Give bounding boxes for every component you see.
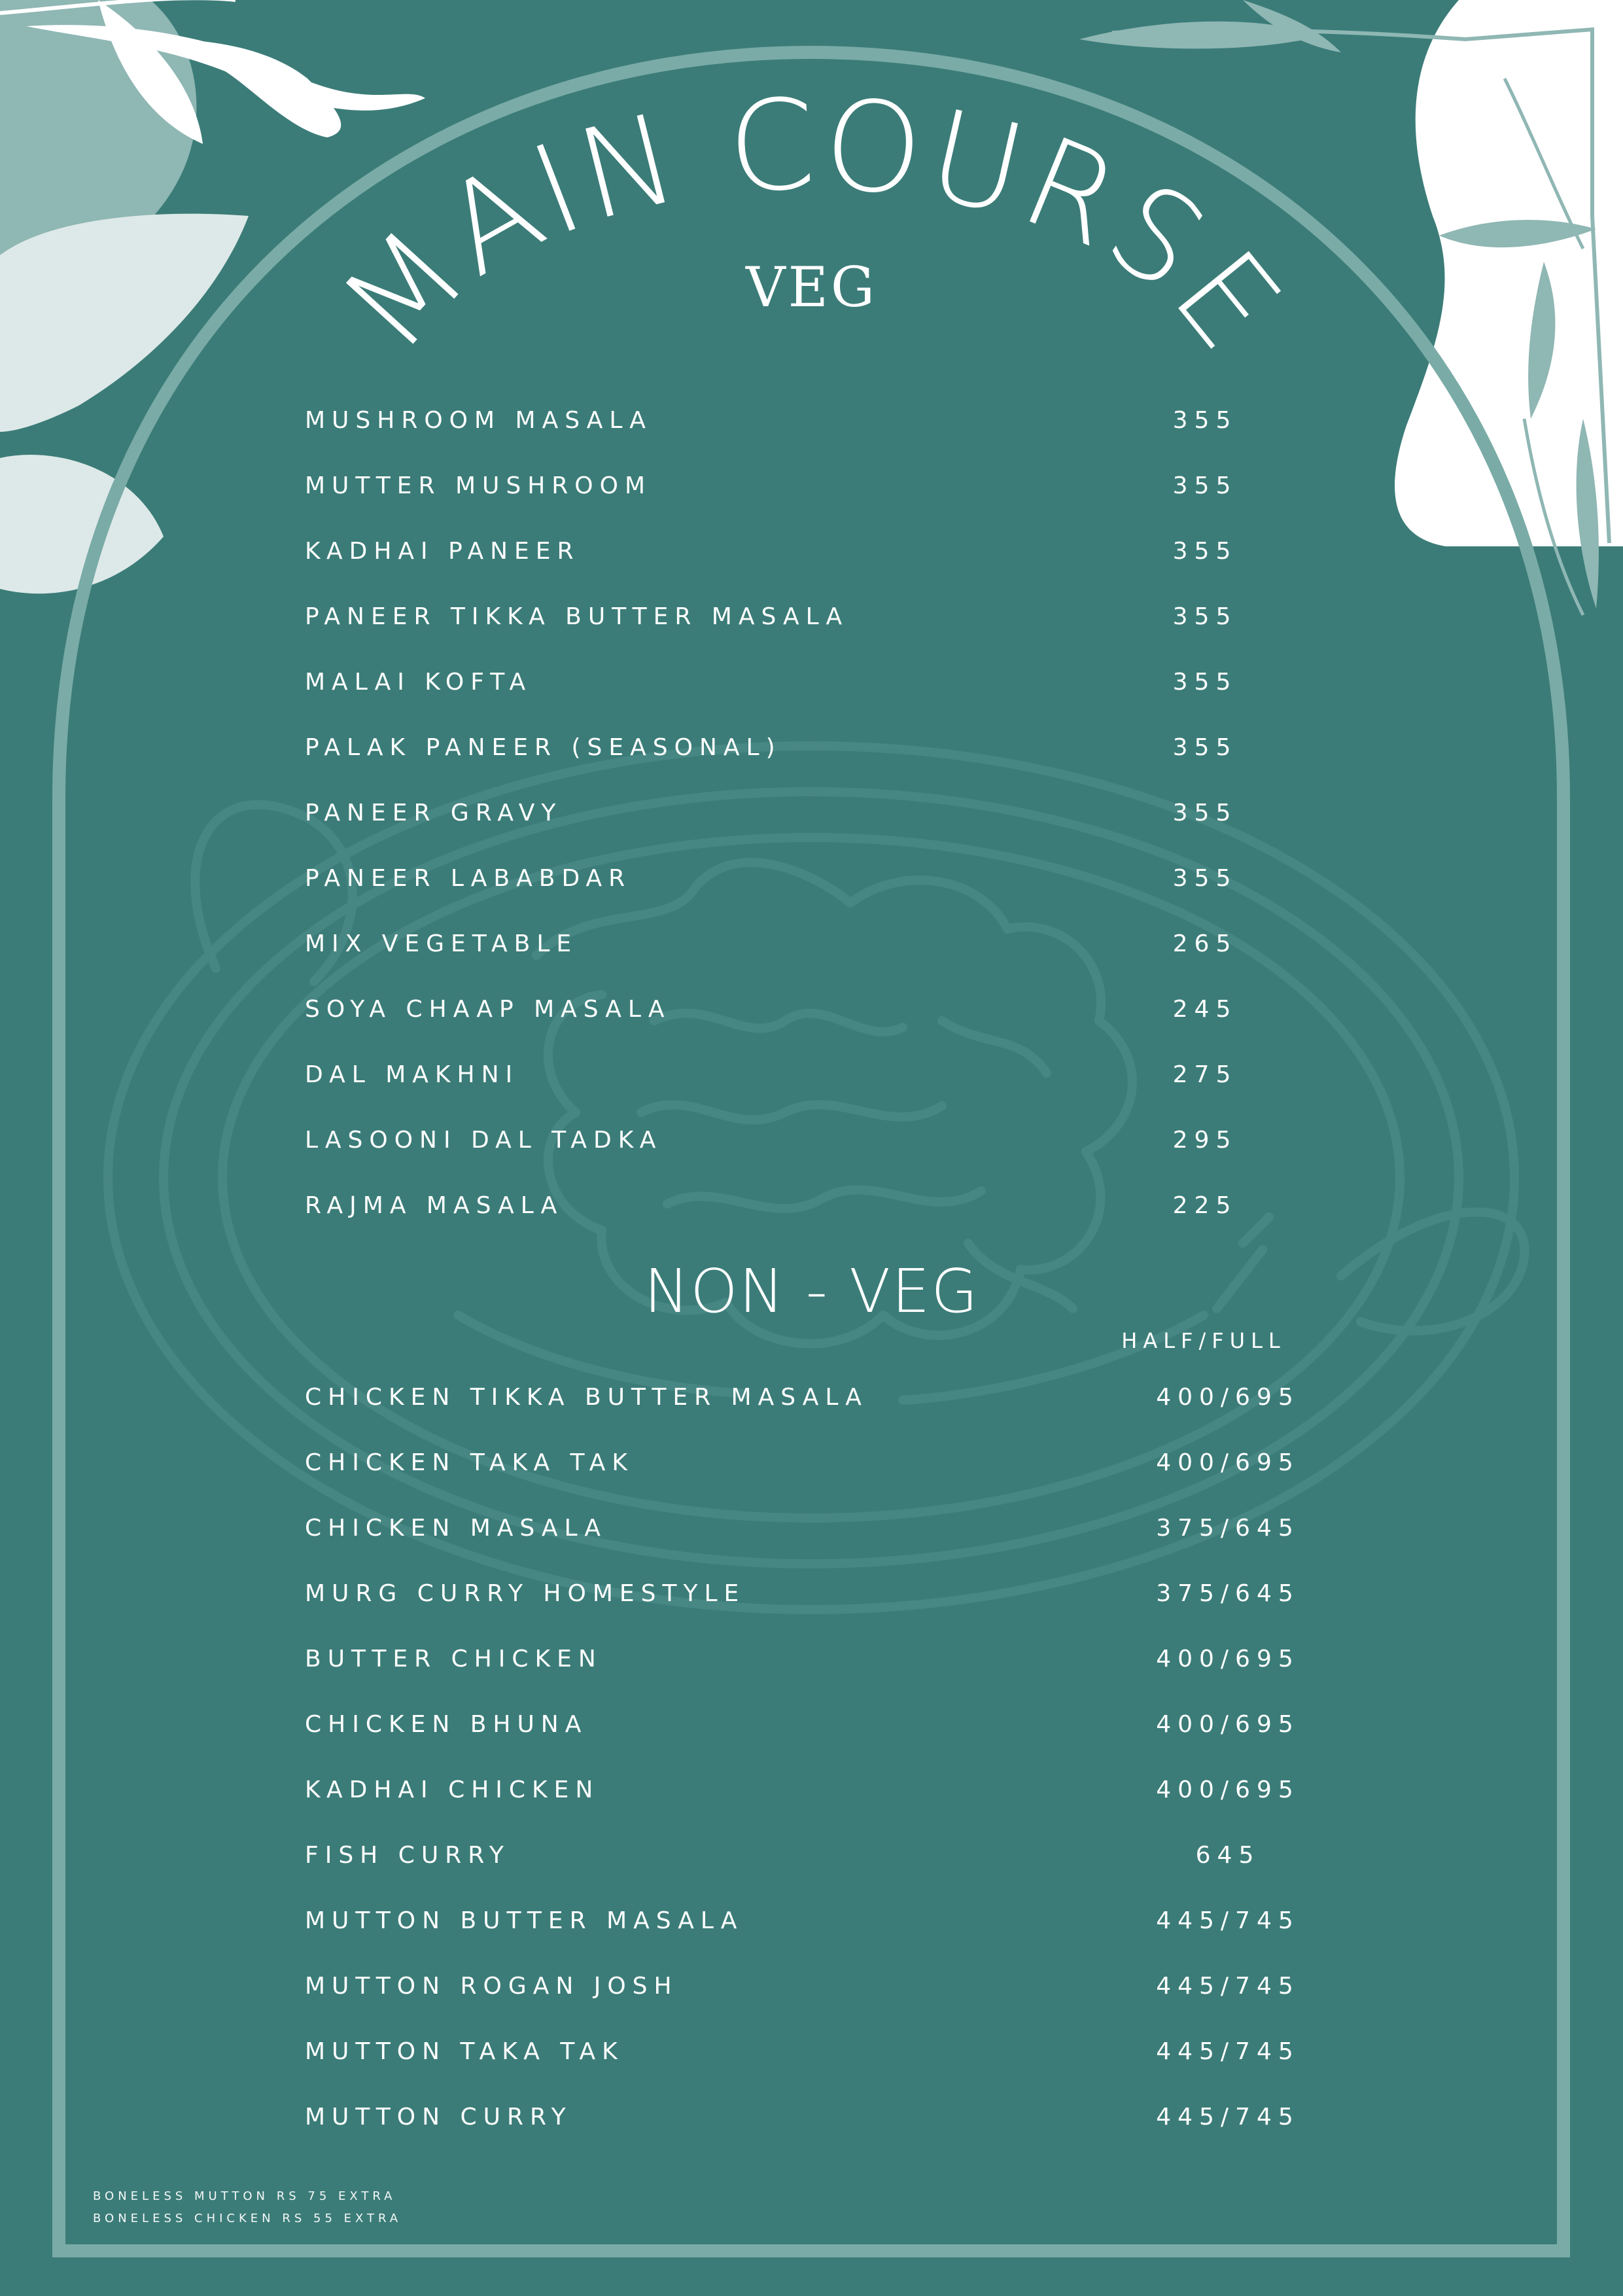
menu-item-price: 400/695 [1156, 1646, 1300, 1672]
menu-item-name: MALAI KOFTA [305, 669, 532, 696]
veg-section-title: VEG [745, 255, 878, 319]
menu-item-price: 265 [1172, 930, 1238, 957]
menu-item-price: 355 [1172, 603, 1238, 630]
menu-item-row [0, 1776, 1623, 1816]
menu-item-name: KADHAI CHICKEN [305, 1776, 600, 1803]
menu-item-price: 225 [1172, 1192, 1238, 1219]
menu-item-price: 645 [1195, 1842, 1261, 1869]
menu-item-name: FISH CURRY [305, 1842, 510, 1869]
menu-item-name: MUTTER MUSHROOM [305, 472, 652, 499]
menu-item-price: 375/645 [1156, 1580, 1300, 1607]
menu-item-row [0, 538, 1623, 577]
menu-item-price: 275 [1172, 1061, 1238, 1088]
menu-item-name: SOYA CHAAP MASALA [305, 996, 671, 1023]
menu-item-price: 355 [1172, 734, 1238, 761]
menu-item-name: LASOONI DAL TADKA [305, 1127, 663, 1154]
menu-item-row [0, 1515, 1623, 1554]
menu-item-price: 295 [1172, 1127, 1238, 1154]
menu-item-row [0, 930, 1623, 970]
menu-item-row [0, 865, 1623, 904]
footnote: BONELESS MUTTON RS 75 EXTRA [93, 2189, 396, 2203]
menu-item-price: 445/745 [1156, 1907, 1300, 1934]
menu-item-name: CHICKEN BHUNA [305, 1711, 588, 1738]
menu-item-row [0, 1711, 1623, 1750]
menu-item-row [0, 603, 1623, 643]
menu-item-price: 355 [1172, 800, 1238, 826]
menu-item-name: MUTTON TAKA TAK [305, 2038, 624, 2065]
menu-item-name: MIX VEGETABLE [305, 930, 578, 957]
footnotes [93, 2185, 402, 2230]
menu-item-name: PALAK PANEER (SEASONAL) [305, 734, 782, 761]
menu-item-row [0, 1907, 1623, 1947]
menu-item-price: 400/695 [1156, 1449, 1300, 1476]
menu-item-price: 445/745 [1156, 2104, 1300, 2130]
menu-item-price: 400/695 [1156, 1384, 1300, 1411]
menu-item-row [0, 2038, 1623, 2077]
menu-item-price: 245 [1172, 996, 1238, 1023]
menu-item-price: 355 [1172, 472, 1238, 499]
menu-item-row [0, 1384, 1623, 1423]
menu-item-name: MUTTON CURRY [305, 2104, 572, 2130]
menu-item-name: CHICKEN TIKKA BUTTER MASALA [305, 1384, 868, 1411]
menu-item-name: PANEER TIKKA BUTTER MASALA [305, 603, 849, 630]
menu-item-name: MUSHROOM MASALA [305, 407, 652, 434]
menu-item-row [0, 800, 1623, 839]
menu-item-price: 355 [1172, 669, 1238, 696]
menu-item-name: MUTTON BUTTER MASALA [305, 1907, 744, 1934]
menu-item-name: PANEER GRAVY [305, 800, 563, 826]
menu-item-price: 355 [1172, 538, 1238, 565]
nonveg-section-title: NON - VEG [644, 1256, 979, 1326]
menu-item-price: 375/645 [1156, 1515, 1300, 1542]
menu-item-name: BUTTER CHICKEN [305, 1646, 602, 1672]
menu-item-name: MURG CURRY HOMESTYLE [305, 1580, 746, 1607]
menu-item-row [0, 1973, 1623, 2012]
menu-item-row [0, 1580, 1623, 1619]
menu-item-price: 400/695 [1156, 1776, 1300, 1803]
menu-item-row [0, 1061, 1623, 1101]
menu-item-price: 445/745 [1156, 2038, 1300, 2065]
half-full-column-label: HALF/FULL [1121, 1328, 1286, 1353]
menu-item-row [0, 734, 1623, 773]
menu-item-name: PANEER LABABDAR [305, 865, 632, 892]
menu-item-row [0, 1127, 1623, 1166]
menu-item-row [0, 407, 1623, 446]
menu-item-row [0, 472, 1623, 512]
menu-item-name: CHICKEN TAKA TAK [305, 1449, 634, 1476]
menu-item-price: 355 [1172, 407, 1238, 434]
menu-item-price: 400/695 [1156, 1711, 1300, 1738]
menu-item-price: 355 [1172, 865, 1238, 892]
menu-item-name: CHICKEN MASALA [305, 1515, 608, 1542]
menu-item-name: RAJMA MASALA [305, 1192, 564, 1219]
menu-item-row [0, 669, 1623, 708]
footnote: BONELESS CHICKEN RS 55 EXTRA [93, 2212, 402, 2225]
menu-item-name: DAL MAKHNI [305, 1061, 519, 1088]
menu-item-row [0, 996, 1623, 1035]
menu-item-name: MUTTON ROGAN JOSH [305, 1973, 678, 2000]
menu-item-row [0, 1192, 1623, 1231]
menu-item-row [0, 1646, 1623, 1685]
menu-item-row [0, 1449, 1623, 1489]
menu-item-name: KADHAI PANEER [305, 538, 580, 565]
menu-title: MAIN COURSE [314, 71, 1310, 380]
menu-item-row [0, 2104, 1623, 2143]
menu-item-row [0, 1842, 1623, 1881]
menu-item-price: 445/745 [1156, 1973, 1300, 2000]
